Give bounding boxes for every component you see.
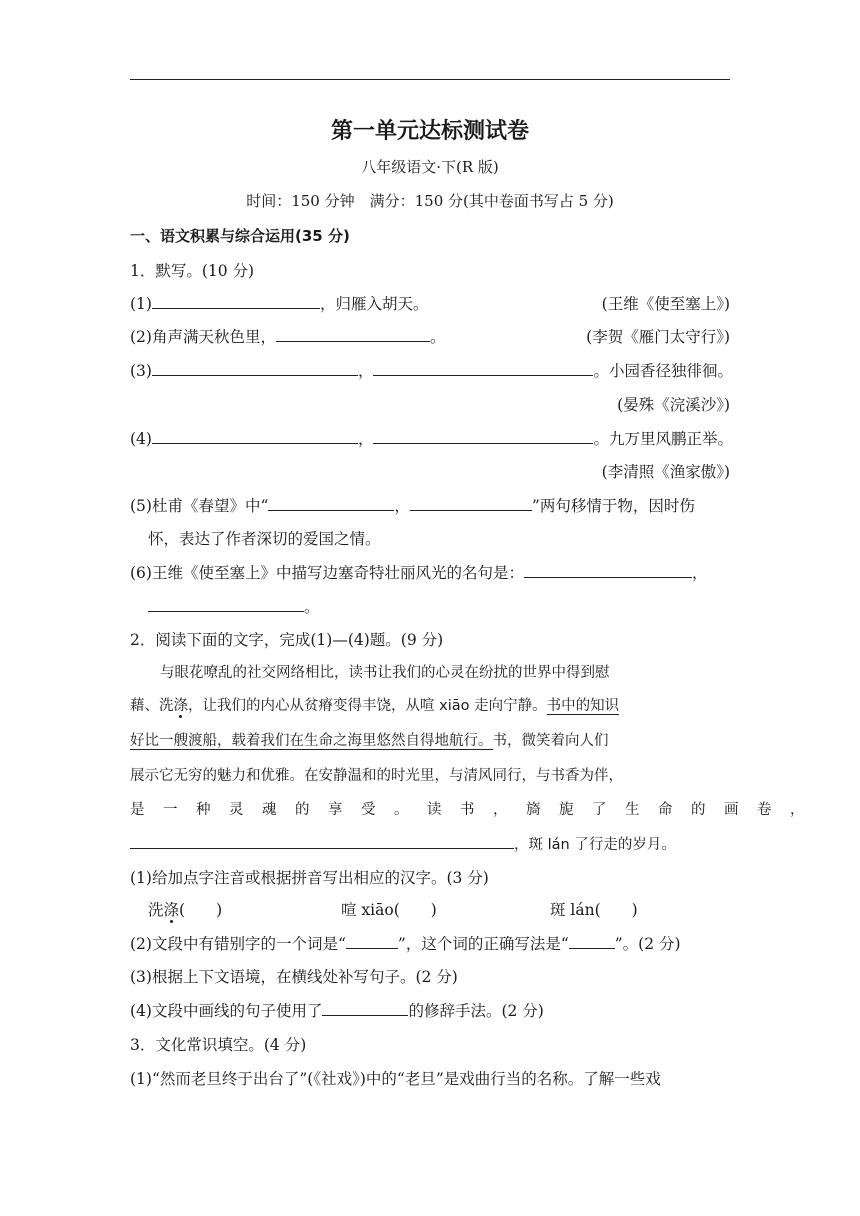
passage-text: ，斑 lán 了行走的岁月。 (514, 837, 676, 853)
item-text: 。九万里风鹏正举。 (593, 430, 733, 448)
char: 洗 (148, 901, 164, 919)
sub-text: ”。(2 分) (614, 935, 681, 953)
sub-text: 的修辞手法。(2 分) (408, 1002, 544, 1020)
passage-line (130, 696, 730, 716)
item-source: (李清照《渔家傲》) (601, 463, 730, 481)
q1-item-6 (130, 563, 730, 583)
q1-item-5-cont: 怀，表达了作者深切的爱国之情。 (148, 530, 381, 548)
comma: ， (691, 564, 708, 582)
q1-item-1 (130, 294, 730, 314)
period: 。 (304, 598, 320, 616)
item-source: (李贺《雁门太守行》) (586, 328, 730, 346)
answer-blank[interactable] (152, 294, 320, 309)
sub-text: ”，这个词的正确写法是“ (397, 935, 569, 953)
item-text: (5)杜甫《春望》中“ (130, 497, 269, 515)
answer-blank[interactable] (152, 429, 358, 444)
item-text: ”两句移情于物，因时伤 (531, 497, 695, 515)
answer-blank[interactable] (346, 934, 398, 949)
item-source: (晏殊《浣溪沙》) (617, 396, 730, 414)
answer-blank[interactable] (524, 563, 692, 578)
q2-sub-3: (3)根据上下文语境，在横线处补写句子。(2 分) (130, 968, 458, 986)
sub-text: (2)文段中有错别字的一个词是“ (130, 935, 346, 953)
answer-blank[interactable] (130, 834, 514, 849)
dotted-char: 涤 (163, 901, 180, 919)
item-text: (6)王维《使至塞上》中描写边塞奇特壮丽风光的名句是： (130, 564, 524, 582)
section-heading: 一、语文积累与综合运用(35 分) (130, 227, 350, 245)
page-title: 第一单元达标测试卷 (330, 119, 529, 144)
comma: ， (394, 497, 410, 515)
q1-item-3 (130, 361, 733, 381)
item-number: (1) (130, 295, 152, 313)
dotted-char: 涤 (173, 698, 188, 714)
item-source: (王维《使至塞上》) (601, 295, 730, 313)
q1-item-5 (130, 496, 730, 516)
passage-text: 藉、洗 (130, 698, 174, 714)
answer-blank[interactable] (276, 327, 430, 342)
exam-meta: 时间：150 分钟 满分：150 分(其中卷面书写占 5 分) (246, 192, 614, 210)
q3-heading: 3．文化常识填空。(4 分) (130, 1036, 307, 1054)
passage-text: ，让我们的内心从贫瘠变得丰饶，从喧 xiāo 走向宁静。 (188, 698, 547, 714)
item-text: 。 (429, 328, 446, 346)
passage-line (130, 834, 730, 855)
underlined-sentence: 好比一艘渡船，载着我们在生命之海里悠然自得地航行。 (130, 733, 493, 749)
answer-blank[interactable] (569, 934, 615, 949)
comma: ， (357, 362, 374, 380)
item-text: ，归雁入胡天。 (319, 295, 429, 313)
q2-heading: 2．阅读下面的文字，完成(1)—(4)题。(9 分) (130, 631, 444, 649)
page-subtitle: 八年级语文·下(R 版) (361, 158, 499, 176)
item-text: 。小园香径独徘徊。 (593, 362, 733, 380)
item-number: (3) (130, 362, 152, 380)
underlined-sentence: 书中的知识 (546, 698, 620, 714)
passage-line: 是一种灵魂的享受。读书，旖旎了生命的画卷， (130, 802, 823, 818)
passage-line: 展示它无穷的魅力和优雅。在安静温和的时光里，与清风同行，与书香为伴， (130, 768, 623, 784)
q1-item-2 (130, 327, 730, 347)
top-rule (130, 79, 730, 80)
passage-line: 与眼花嘹乱的社交网络相比，读书让我们的心灵在纷扰的世界中得到慰 (160, 665, 610, 681)
q2-sub-1c[interactable]: 斑 lán( ) (550, 901, 638, 919)
answer-blank[interactable] (373, 429, 593, 444)
sub-text: (4)文段中画线的句子使用了 (130, 1002, 323, 1020)
passage-line (130, 731, 730, 751)
item-number: (4) (130, 430, 152, 448)
q3-line-1: (1)“然而老旦终于出台了”(《社戏》)中的“老旦”是戏曲行当的名称。了解一些戏 (130, 1070, 661, 1088)
q2-sub-2 (130, 934, 730, 954)
item-text: (2)角声满天秋色里， (130, 328, 276, 346)
answer-paren[interactable]: ( ) (179, 901, 223, 919)
q1-item-4 (130, 429, 733, 449)
answer-blank[interactable] (322, 1001, 408, 1016)
q1-heading: 1．默写。(10 分) (130, 262, 255, 280)
passage-text: 书，微笑着向人们 (492, 733, 609, 749)
answer-blank[interactable] (148, 597, 304, 612)
q1-item-6-cont (148, 597, 748, 617)
q2-sub-1b[interactable]: 喧 xiāo( ) (341, 901, 437, 919)
comma: ， (357, 430, 374, 448)
answer-blank[interactable] (373, 361, 593, 376)
answer-blank[interactable] (268, 496, 394, 511)
answer-blank[interactable] (410, 496, 532, 511)
q2-sub-4 (130, 1001, 730, 1021)
q2-sub-1: (1)给加点字注音或根据拼音写出相应的汉字。(3 分) (130, 869, 489, 887)
answer-blank[interactable] (152, 361, 358, 376)
